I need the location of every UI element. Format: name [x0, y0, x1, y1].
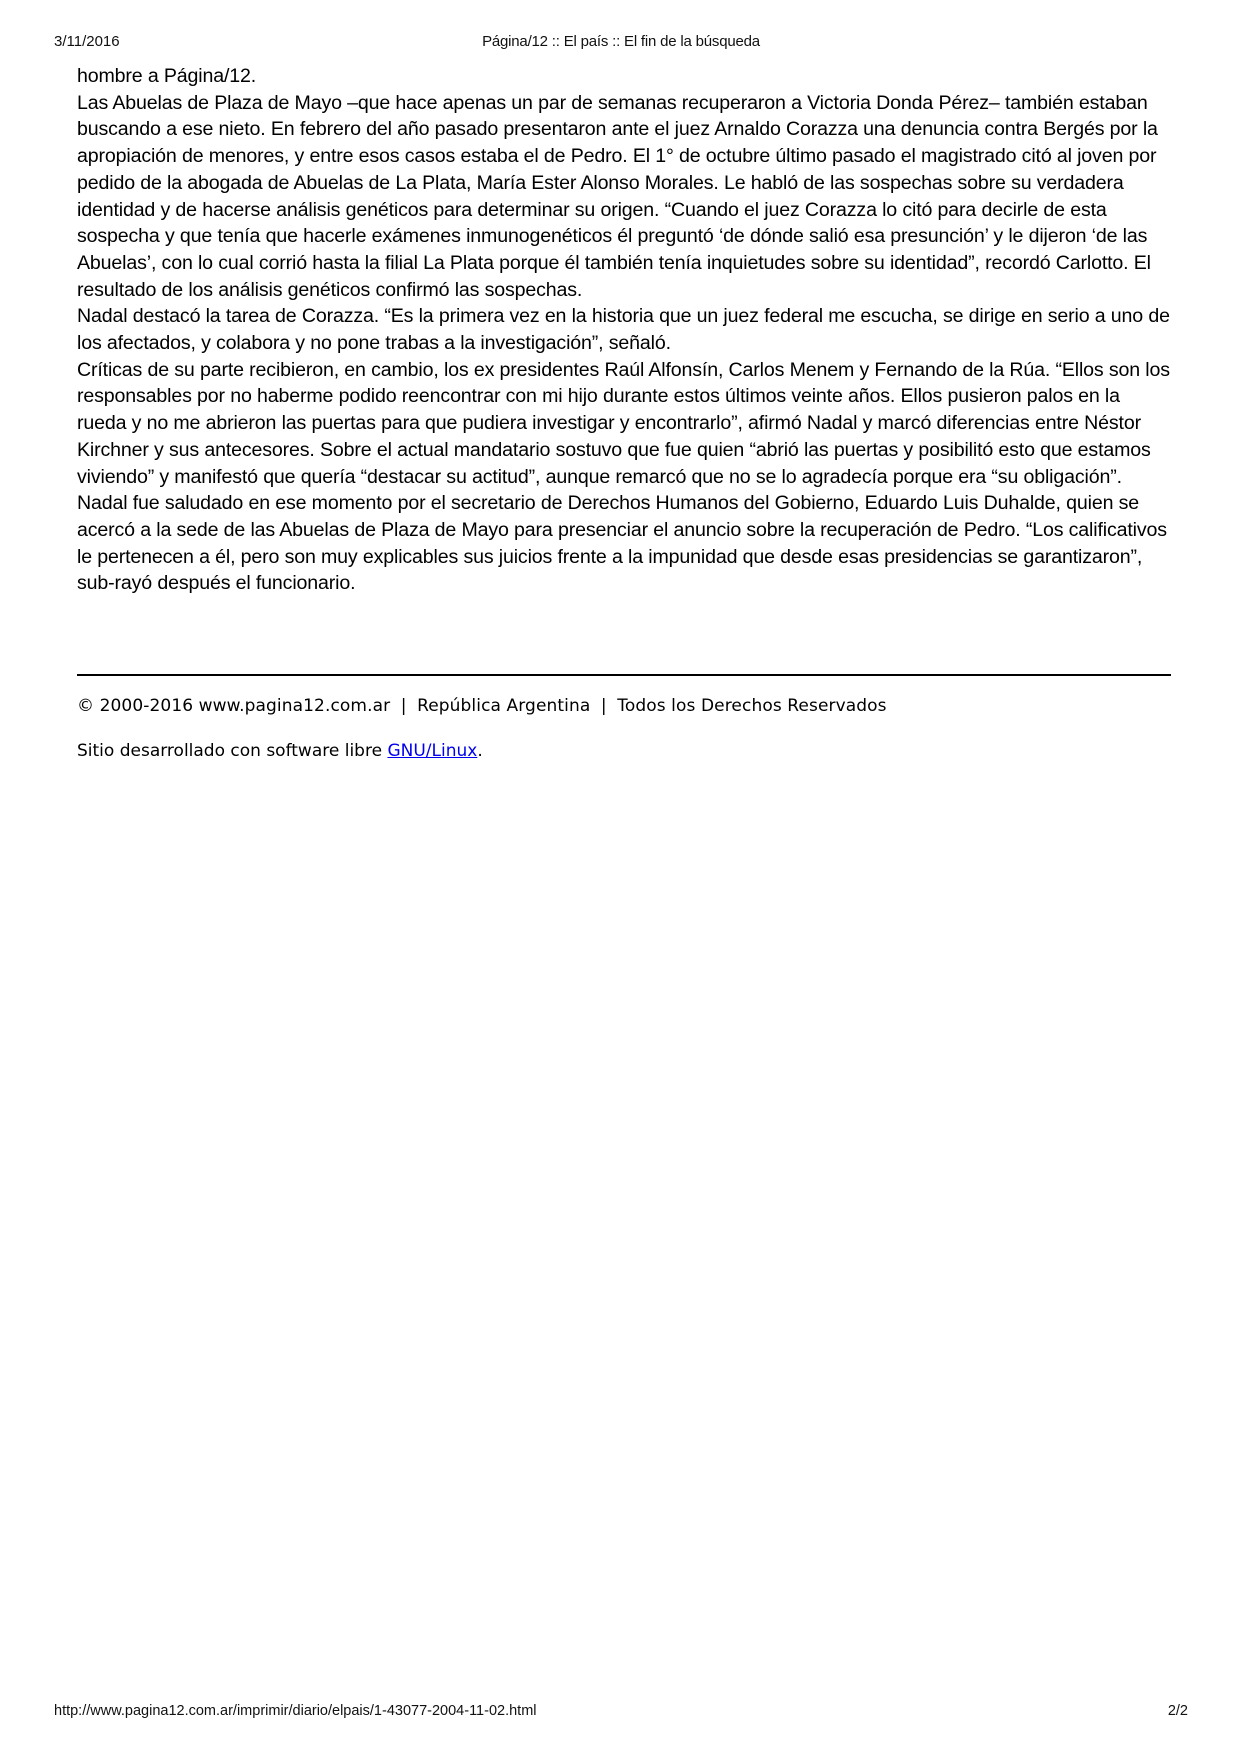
footer-separator: |	[400, 696, 407, 716]
footer-separator: |	[600, 696, 607, 716]
print-date: 3/11/2016	[54, 33, 120, 50]
article-paragraph: Nadal fue saludado en ese momento por el secretario de Derechos Humanos del Gobierno, Eduardo Luis Duhalde, quien se acercó a la sede de las Abuelas de Plaza de Mayo para presenciar el anuncio sobre la recuperación de Pedro. “Los calificativos le pertenecen a él, pero son muy explicables sus juicios frente a la impunidad que desde esas presidencias se garantizaron”, sub-rayó después el funcionario.	[77, 492, 1167, 595]
article-body	[77, 63, 1171, 597]
software-suffix: .	[477, 741, 483, 761]
article-paragraph: Críticas de su parte recibieron, en cambio, los ex presidentes Raúl Alfonsín, Carlos Menem y Fernando de la Rúa. “Ellos son los responsables por no haberme podido reencontrar con mi hijo durante estos últimos veinte años. Ellos pusieron palos en la rueda y no me abrieron las puertas para que pudiera investigar y encontrarlo”, afirmó Nadal y marcó diferencias entre Néstor Kirchner y sus antecesores. Sobre el actual mandatario sostuvo que fue quien “abrió las puertas y posibilitó esto que estamos viviendo” y manifestó que quería “destacar su actitud”, aunque remarcó que no se lo agradecía porque era “su obligación”.	[77, 358, 1170, 488]
footer-copyright-line	[77, 695, 887, 717]
print-url: http://www.pagina12.com.ar/imprimir/diario/elpais/1-43077-2004-11-02.html	[54, 1703, 537, 1719]
rights-text: Todos los Derechos Reservados	[617, 696, 887, 716]
print-page-number: 2/2	[1167, 1703, 1188, 1719]
article-paragraph: Las Abuelas de Plaza de Mayo –que hace apenas un par de semanas recuperaron a Victoria Donda Pérez– también estaban buscando a ese nieto. En febrero del año pasado presentaron ante el juez Arnaldo Corazza una denuncia contra Bergés por la apropiación de menores, y entre esos casos estaba el de Pedro. El 1° de octubre último pasado el magistrado citó al joven por pedido de la abogada de Abuelas de La Plata, María Ester Alonso Morales. Le habló de las sospechas sobre su verdadera identidad y de hacerse análisis genéticos para determinar su origen. “Cuando el juez Corazza lo citó para decirle de esta sospecha y que tenía que hacerle exámenes inmunogenéticos él preguntó ‘de dónde salió esa presunción’ y le dijeron ‘de las Abuelas’, con lo cual corrió hasta la filial La Plata porque él también tenía inquietudes sobre su identidad”, recordó Carlotto. El resultado de los análisis genéticos confirmó las sospechas.	[77, 91, 1158, 301]
footer-divider	[77, 674, 1171, 676]
software-prefix: Sitio desarrollado con software libre	[77, 741, 388, 761]
gnu-linux-link[interactable]: GNU/Linux	[387, 741, 478, 761]
article-paragraph: Nadal destacó la tarea de Corazza. “Es la primera vez en la historia que un juez federal me escucha, se dirige en serio a uno de los afectados, y colabora y no pone trabas a la investigación”, señaló.	[77, 305, 1170, 355]
print-page-title: Página/12 :: El país :: El fin de la búsqueda	[482, 33, 760, 50]
article-paragraph: hombre a Página/12.	[77, 65, 257, 87]
footer-software-line	[77, 740, 483, 762]
copyright-text: © 2000-2016 www.pagina12.com.ar	[77, 696, 391, 716]
country-text: República Argentina	[417, 696, 591, 716]
